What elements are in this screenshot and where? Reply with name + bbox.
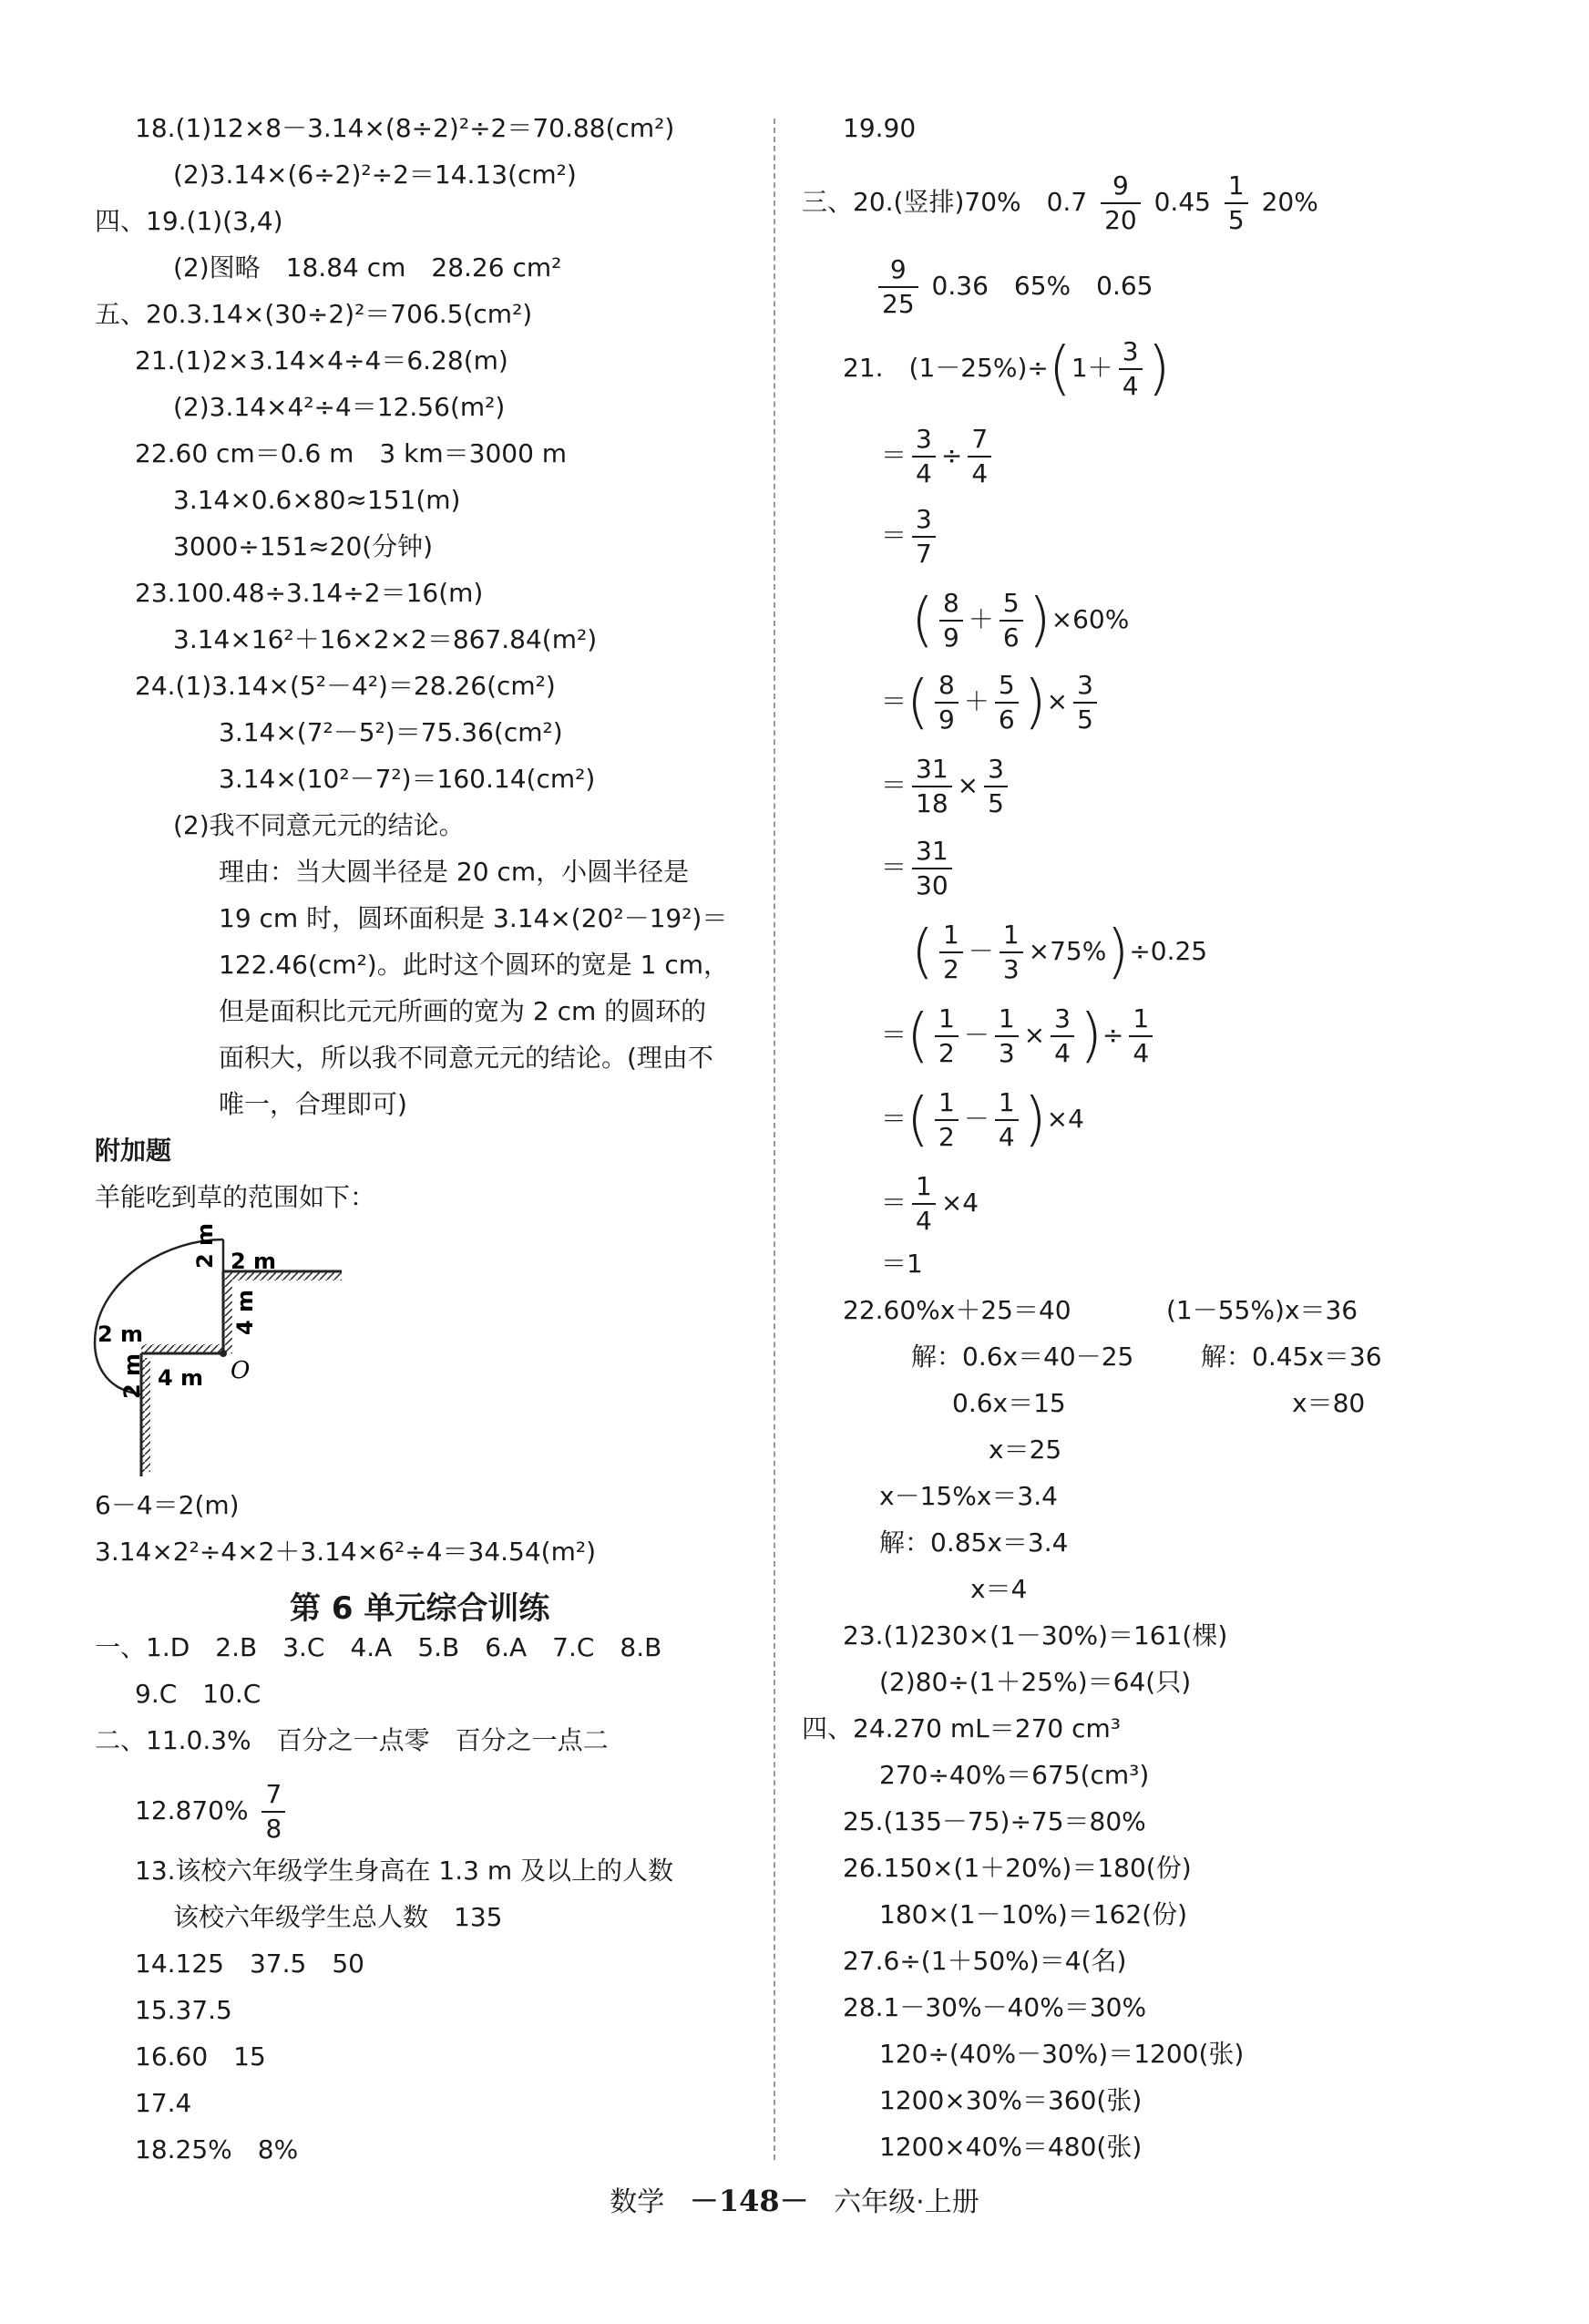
unit-q12 [135, 1779, 291, 1844]
left-q24i: 面积大，所以我不同意元元的结论。(理由不 [219, 1043, 713, 1073]
left-q24f: 19 cm 时，圆环面积是 3.14×(20²－19²)＝ [219, 903, 728, 933]
right-q23a: 23.(1)230×(1－30%)＝161(棵) [843, 1620, 1228, 1650]
fig-label-2m-left: 2 m [97, 1321, 144, 1347]
right-q22a: 22.60%x＋25＝40 [843, 1295, 1071, 1325]
unit-q15: 15.37.5 [135, 1995, 232, 2025]
page-footer [0, 2178, 1589, 2220]
right-q22d: 解：0.45x＝36 [1201, 1342, 1382, 1372]
column-divider [774, 118, 775, 2160]
right-p3: ( $\frac{1}{2}$ － $\frac{1}{3}$ ×75%)÷0.25 [911, 919, 1208, 986]
stake-point [220, 1350, 227, 1357]
left-q19b: (2)图略 18.84 cm 28.26 cm² [173, 252, 562, 283]
left-q22b: 3.14×0.6×80≈151(m) [173, 485, 461, 515]
left-q23a: 23.100.48÷3.14÷2＝16(m) [135, 578, 484, 608]
left-q24b: 3.14×(7²－5²)＝75.36(cm²) [219, 717, 563, 747]
right-p3-step1: ＝( $\frac{1}{2}$ － $\frac{1}{3}$ × $\frac{3}{4}$ )÷ $\frac{1}{4}$ [881, 1006, 1158, 1066]
right-p3-step2: ＝( $\frac{1}{2}$ － $\frac{1}{4}$ )×4 [881, 1086, 1084, 1154]
left-q24h: 但是面积比元元所画的宽为 2 cm 的圆环的 [219, 996, 707, 1026]
footer-subject: 数学 [610, 2186, 665, 2218]
extra-title: 附加题 [95, 1136, 172, 1166]
left-q20: 五、20.3.14×(30÷2)²＝706.5(cm²) [95, 299, 533, 329]
right-q23b: (2)80÷(1＋25%)＝64(只) [879, 1667, 1192, 1697]
extra-calc1: 6－4＝2(m) [95, 1490, 240, 1520]
unit-q1a: 一、1.D 2.B 3.C 4.A 5.B 6.A 7.C 8.B [95, 1632, 662, 1662]
left-q24a: 24.(1)3.14×(5²－4²)＝28.26(cm²) [135, 671, 556, 701]
right-q28c: 1200×30%＝360(张) [879, 2085, 1143, 2115]
unit-q16: 16.60 15 [135, 2041, 266, 2072]
right-p2: ( $\frac{8}{9}$ ＋ $\frac{5}{6}$ )×60% [911, 587, 1130, 654]
unit-q11: 二、11.0.3% 百分之一点零 百分之一点二 [95, 1725, 609, 1755]
left-q21a: 21.(1)2×3.14×4÷4＝6.28(m) [135, 345, 508, 375]
fig-label-4m-vert: 4 m [232, 1289, 258, 1335]
unit-q14: 14.125 37.5 50 [135, 1949, 364, 1979]
left-q24g: 122.46(cm²)。此时这个圆环的宽是 1 cm， [219, 950, 730, 980]
fig-label-4m-bottom: 4 m [158, 1365, 204, 1391]
right-q22e: 0.6x＝15 [952, 1388, 1066, 1418]
right-q20b: $\frac{9}{25}$ 0.36 65% 0.65 [873, 257, 1153, 317]
unit-title: 第 6 单元综合训练 [290, 1590, 550, 1627]
left-q24d: (2)我不同意元元的结论。 [173, 810, 465, 840]
left-q21b: (2)3.14×4²÷4＝12.56(m²) [173, 392, 506, 422]
right-q20: 三、20.(竖排)70% 0.7 $\frac{9}{20}$ 0.45 $\frac{1}{5}$ 20% [802, 170, 1318, 235]
unit-q12-fraction: $\frac{7}{8}$ [261, 1782, 285, 1842]
wall-vertical-hatch [223, 1276, 232, 1353]
left-q18b: (2)3.14×(6÷2)²÷2＝14.13(cm²) [173, 159, 577, 190]
left-q19a: 四、19.(1)(3,4) [95, 206, 283, 236]
left-q24j: 唯一，合理即可) [219, 1089, 407, 1119]
unit-q17: 17.4 [135, 2088, 192, 2118]
unit-q13a: 13.该校六年级学生身高在 1.3 m 及以上的人数 [135, 1856, 674, 1886]
fig-label-2m-top: 2 m [231, 1249, 277, 1274]
right-q22j: x＝4 [970, 1574, 1028, 1604]
extra-text: 羊能吃到草的范围如下： [95, 1182, 376, 1212]
right-q19: 19.90 [843, 113, 917, 143]
left-q24c: 3.14×(10²－7²)＝160.14(cm²) [219, 764, 596, 794]
footer-grade: 六年级·上册 [834, 2186, 979, 2218]
fig-label-o: O [231, 1357, 251, 1384]
right-q26b: 180×(1－10%)＝162(份) [879, 1899, 1188, 1929]
right-q24a: 四、24.270 mL＝270 cm³ [802, 1713, 1121, 1743]
right-q22i: 解：0.85x＝3.4 [879, 1527, 1069, 1558]
right-q21-step2: ＝ $\frac{3}{7}$ [881, 507, 941, 567]
right-p2-step1: ＝( $\frac{8}{9}$ ＋ $\frac{5}{6}$ )× $\frac{3}{5}$ [881, 673, 1102, 733]
right-q25: 25.(135－75)÷75＝80% [843, 1806, 1146, 1836]
right-q28d: 1200×40%＝480(张) [879, 2132, 1143, 2162]
left-q22a: 22.60 cm＝0.6 m 3 km＝3000 m [135, 438, 568, 468]
right-q21: 21. (1－25%)÷(1＋ $\frac{3}{4}$ ) [843, 335, 1171, 403]
right-q24b: 270÷40%＝675(cm³) [879, 1760, 1150, 1790]
right-q22f: x＝80 [1292, 1388, 1366, 1418]
fig-label-2m-vert-low: 2 m [119, 1352, 145, 1399]
extra-calc2: 3.14×2²÷4×2＋3.14×6²÷4＝34.54(m²) [95, 1537, 597, 1567]
right-q22h: x－15%x＝3.4 [879, 1481, 1058, 1511]
right-q22c: 解：0.6x＝40－25 [911, 1342, 1134, 1372]
unit-q18: 18.25% 8% [135, 2134, 299, 2165]
unit-q1b: 9.C 10.C [135, 1679, 261, 1709]
right-q22b: (1－55%)x＝36 [1166, 1295, 1358, 1325]
left-q22c: 3000÷151≈20(分钟) [173, 531, 434, 561]
right-q28a: 28.1－30%－40%＝30% [843, 1992, 1147, 2022]
unit-q13b: 该校六年级学生总人数 135 [173, 1902, 503, 1932]
right-q28b: 120÷(40%－30%)＝1200(张) [879, 2039, 1245, 2069]
unit-q12-text: 12.870% [135, 1795, 249, 1825]
grazing-figure [87, 1221, 360, 1476]
right-p2-step2: ＝ $\frac{31}{18}$ × $\frac{3}{5}$ [881, 756, 1013, 817]
left-q18a: 18.(1)12×8－3.14×(8÷2)²÷2＝70.88(cm²) [135, 113, 675, 143]
left-q24e: 理由：当大圆半径是 20 cm，小圆半径是 [219, 857, 690, 887]
footer-page-number: －148－ [689, 2184, 809, 2218]
wall-middle-hatch [141, 1344, 223, 1353]
right-q27: 27.6÷(1＋50%)＝4(名) [843, 1946, 1127, 1976]
right-q22g: x＝25 [989, 1435, 1062, 1465]
left-q23b: 3.14×16²＋16×2×2＝867.84(m²) [173, 624, 598, 654]
right-q26a: 26.150×(1＋20%)＝180(份) [843, 1853, 1192, 1883]
fig-label-2m-vert-top: 2 m [192, 1222, 218, 1269]
right-q21-step1: ＝ $\frac{3}{4}$ ÷ $\frac{7}{4}$ [881, 427, 997, 487]
right-p3-step4: ＝1 [881, 1249, 923, 1279]
right-p3-step3: ＝ $\frac{1}{4}$ ×4 [881, 1171, 979, 1236]
right-p2-step3: ＝ $\frac{31}{30}$ [881, 838, 958, 899]
